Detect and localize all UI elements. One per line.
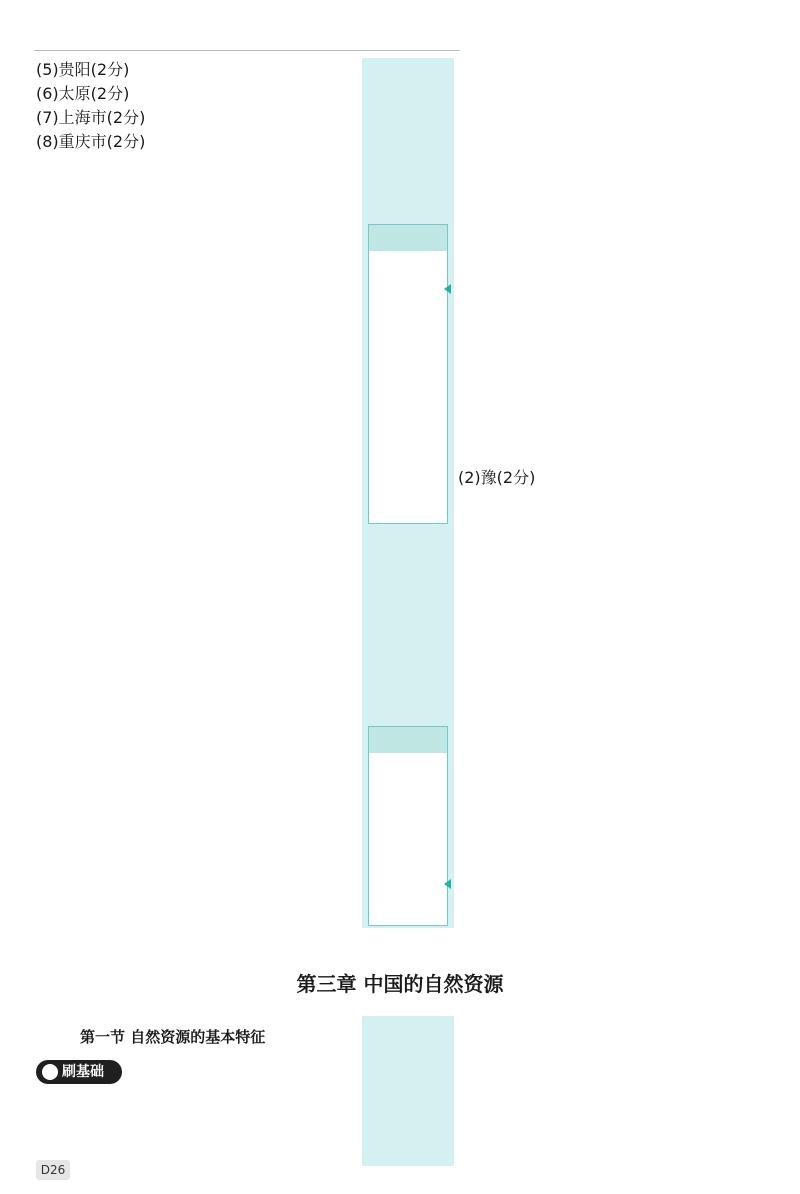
page-number: D26 [36, 1160, 70, 1180]
explanation-line [36, 394, 358, 418]
sidebar-card-bottom [368, 726, 448, 926]
explanation-line [458, 586, 780, 610]
explanation-line [458, 538, 780, 562]
explanation-line [458, 826, 780, 850]
explanation-line [36, 538, 358, 562]
explanation-line [458, 274, 780, 298]
explanation-line [36, 562, 358, 586]
explanation-line [458, 322, 780, 346]
explanation-line [458, 250, 780, 274]
explanation-line [458, 802, 780, 826]
explanation-line [458, 562, 780, 586]
explanation-line [36, 514, 358, 538]
explanation-line [458, 1026, 780, 1050]
explanation-line [36, 586, 358, 610]
explanation-line [458, 658, 780, 682]
explanation-line [458, 226, 780, 250]
explanation-line [458, 682, 780, 706]
explanation-line [36, 850, 358, 874]
explanation-line [458, 778, 780, 802]
explanation-line [458, 154, 780, 178]
chapter-title: 第三章 中国的自然资源 [296, 972, 504, 996]
answer-line: (5)贵阳(2分) [36, 60, 130, 79]
explanation-line [458, 418, 780, 442]
explanation-line [458, 298, 780, 322]
explanation-line [36, 346, 358, 370]
right-column [458, 58, 780, 874]
explanation-line [458, 850, 780, 874]
explanation-line [36, 442, 358, 466]
section-badge [36, 1060, 122, 1084]
explanation-line [36, 730, 358, 754]
explanation-line [458, 106, 780, 130]
bottom-left-text [36, 1096, 358, 1144]
explanation-line [458, 178, 780, 202]
explanation-line [36, 754, 358, 778]
explanation-line [36, 466, 358, 490]
answer-line: (6)太原(2分) [36, 84, 130, 103]
explanation-line [36, 322, 358, 346]
explanation-line [36, 1120, 358, 1144]
explanation-line [36, 658, 358, 682]
answer-line: (2)豫(2分) [458, 468, 536, 487]
sidebar-title-bottom [369, 727, 447, 753]
explanation-line [458, 1074, 780, 1098]
explanation-line [458, 202, 780, 226]
badge-icon [42, 1064, 58, 1080]
explanation-line [36, 250, 358, 274]
explanation-line [36, 826, 358, 850]
page-header [40, 26, 420, 48]
answer-line: (8)重庆市(2分) [36, 132, 146, 151]
explanation-line [458, 394, 780, 418]
explanation-line [36, 1096, 358, 1120]
explanation-line [36, 274, 358, 298]
answer-line [458, 442, 780, 466]
sidebar-body-bottom [369, 753, 447, 761]
explanation-line [36, 178, 358, 202]
sidebar-card-top [368, 224, 448, 524]
explanation-line [36, 418, 358, 442]
pointer-arrow-icon [444, 284, 451, 294]
explanation-line [36, 682, 358, 706]
explanation-line [458, 634, 780, 658]
explanation-line [36, 370, 358, 394]
explanation-line [458, 58, 780, 82]
left-column [36, 58, 358, 898]
explanation-line [36, 706, 358, 730]
answer-line [458, 490, 780, 514]
header-divider [34, 50, 460, 51]
bottom-right-text [458, 1026, 780, 1122]
explanation-line [36, 874, 358, 898]
sidebar-title-top [369, 225, 447, 251]
explanation-line [36, 802, 358, 826]
explanation-line [36, 226, 358, 250]
explanation-line [458, 1050, 780, 1074]
explanation-line [36, 298, 358, 322]
explanation-line [458, 82, 780, 106]
answer-line: (7)上海市(2分) [36, 108, 146, 127]
explanation-line [458, 730, 780, 754]
explanation-line [458, 754, 780, 778]
sidebar-body-top [369, 251, 447, 259]
badge-label: 刷基础 [62, 1064, 104, 1080]
explanation-line [458, 130, 780, 154]
explanation-line [36, 490, 358, 514]
explanation-line [458, 370, 780, 394]
explanation-line [36, 778, 358, 802]
explanation-line [458, 346, 780, 370]
explanation-line [458, 610, 780, 634]
section-title: 第一节 自然资源的基本特征 [80, 1028, 266, 1046]
pointer-arrow-icon [444, 879, 451, 889]
explanation-line [36, 610, 358, 634]
explanation-line [36, 202, 358, 226]
explanation-line [458, 1098, 780, 1122]
explanation-line [36, 634, 358, 658]
explanation-line [36, 154, 358, 178]
answer-line [458, 514, 780, 538]
explanation-line [458, 706, 780, 730]
sidebar-strip-bottom [362, 1016, 454, 1166]
